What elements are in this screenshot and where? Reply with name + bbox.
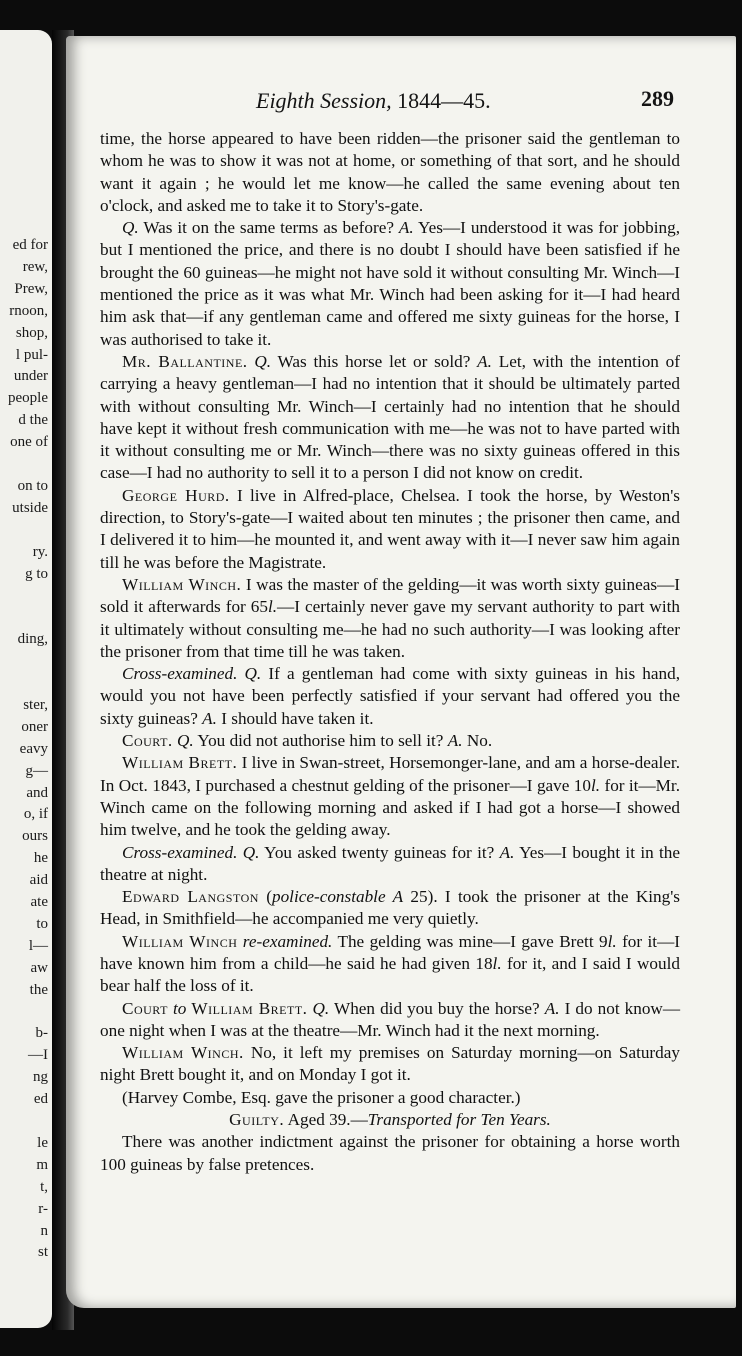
text-run: 25). I took the prisoner at the King's Head, in Smithfield—he accompanied me very quietly. [100, 887, 680, 929]
text-run: You asked twenty guineas for it? [259, 842, 500, 862]
paragraph [100, 730, 680, 752]
text-run: (Harvey Combe, Esq. gave the prisoner a good character.) [122, 1087, 521, 1107]
paragraph [100, 128, 680, 217]
facing-page-fragment-line: ster, [23, 696, 48, 713]
paragraph [100, 931, 680, 998]
text-run: Yes—I understood it was for jobbing, but I mentioned the price, and there is no doubt I should have been satisfied if he brought the 60 guineas—he might not have sold it without consulting Mr. Winch—I mentioned the price as it was what Mr. Winch had been asking for it—I had heard him ask that—if any gentleman came and offered me sixty guineas for the horse, I was authorised to take it. [100, 218, 680, 349]
italic-text: A. [499, 842, 515, 862]
italic-text: Q. [312, 998, 330, 1018]
facing-page-fragment-line: —I [28, 1047, 48, 1064]
italic-text: Cross-examined. [122, 842, 238, 862]
facing-page-fragment-line: b- [35, 1025, 48, 1042]
speaker-name: William Brett. [191, 998, 308, 1018]
text-run: I live in Alfred-place, Chelsea. I took the horse, by Weston's direction, to Story's-gate—I waited about ten minutes ; the prisoner then came, and I delivered it to him—he mounted it, and went away with it—I never saw him again till he was before the Magistrate. [100, 485, 680, 572]
facing-page-fragment-line: le [37, 1134, 48, 1151]
session-title: Eighth Session, [256, 88, 392, 113]
italic-text: Q. [122, 218, 139, 238]
speaker-name: Court. [122, 731, 173, 751]
facing-page-fragment-line: st [37, 1244, 48, 1261]
facing-page-fragment-line: aid [29, 872, 48, 889]
facing-page-fragment-line: on to [17, 477, 48, 494]
session-years: 1844—45. [397, 88, 491, 113]
facing-page-fragment-line: ding, [17, 631, 48, 648]
italic-text: A. [202, 708, 217, 728]
paragraph [100, 752, 680, 841]
paragraph [100, 485, 680, 574]
text-run: Was this horse let or sold? [271, 351, 478, 371]
paragraph [100, 886, 680, 931]
paragraph [100, 217, 680, 351]
text-run [237, 664, 244, 683]
text-run: time, the horse appeared to have been ridden—the prisoner said the gentleman to whom he was to show it was not at home, or something of that sort, and he should want it again ; he would let me know—he called the same evening about ten o'clock, and asked me to take it to Story's-gate. [100, 129, 680, 215]
text-run: No. [462, 731, 493, 751]
speaker-name: Guilty. [229, 1110, 285, 1130]
text-run: ( [258, 887, 272, 907]
document-page [66, 36, 736, 1308]
facing-page-fragment-line: aw [30, 959, 48, 976]
paragraph [100, 574, 680, 663]
speaker-name: William Winch. [122, 1043, 244, 1063]
facing-page-fragment [0, 30, 52, 1328]
speaker-name: George Hurd. [122, 485, 230, 505]
facing-page-fragment-line: one of [10, 434, 48, 451]
italic-text: Q. [254, 351, 272, 371]
facing-page-fragment-line: l— [28, 937, 48, 954]
facing-page-fragment-line: o, if [23, 806, 48, 823]
speaker-name: William Winch. [122, 574, 242, 594]
facing-page-fragment-line: d the [18, 412, 48, 429]
facing-page-fragment-line: under [13, 368, 48, 385]
text-run: Let, with the intention of carrying a heavy gentleman—I had no intention that it should be ultimately parted with without consulting Mr. Winch—I certainly had no intention that he should have kept it without fresh communication with me—he was not to have parted with it without consulting me or Mr. Winch—there was no sixty guineas offered in this case—I had no authority to sell it to a person I did not know on credit. [100, 351, 680, 483]
facing-page-fragment-line: r- [38, 1200, 48, 1217]
facing-page-fragment-line: he [33, 850, 48, 867]
paragraph [100, 351, 680, 485]
facing-page-fragment-line: rnoon, [9, 302, 48, 319]
italic-text: police-constable A [271, 887, 404, 907]
text-run: If a gentleman had come with sixty guineas in his hand, would you not have been perfectly satisfied if your servant had offered you the sixty guineas? [100, 664, 680, 728]
facing-page-fragment-line: and [26, 784, 48, 801]
text-run: I should have taken it. [216, 708, 374, 728]
facing-page-fragment-line: m [36, 1156, 48, 1173]
paragraph [100, 1087, 680, 1109]
text-run: for it, and I said I would bear half the loss of it. [100, 953, 680, 996]
facing-page-fragment-line: ed for [12, 237, 48, 253]
facing-page-fragment-line: utside [12, 499, 48, 516]
facing-page-fragment-line: shop, [15, 324, 48, 341]
paragraph [100, 1042, 680, 1087]
italic-text: re-examined. [242, 931, 333, 951]
italic-text: A. [447, 731, 463, 751]
facing-page-fragment-line: the [29, 981, 48, 998]
speaker-name: Mr. Ballantine. [122, 351, 248, 371]
page-number: 289 [641, 86, 674, 111]
facing-page-fragment-line: g to [25, 565, 48, 582]
facing-page-fragment-line: ry. [32, 543, 48, 560]
facing-page-fragment-line: Prew, [14, 280, 48, 297]
text-run: I do not know—one night when I was at the theatre—Mr. Winch had it the next morning. [100, 998, 681, 1040]
speaker-name: William Winch [122, 931, 238, 951]
facing-page-fragment-line: people [8, 390, 48, 407]
body-text [100, 128, 680, 1176]
facing-page-fragment-line: t, [40, 1178, 48, 1195]
italic-text: Q. [242, 842, 260, 862]
facing-page-fragment-line: eavy [19, 740, 48, 757]
italic-text: Q. [244, 664, 262, 684]
italic-text: Transported for Ten Years. [367, 1110, 551, 1130]
speaker-name: William Brett. [122, 753, 238, 773]
italic-text: l. [267, 597, 278, 617]
facing-page-fragment-line: l pul- [15, 346, 48, 363]
paragraph [100, 998, 680, 1043]
text-run: Aged 39.— [284, 1110, 368, 1130]
speaker-name: Court [122, 998, 168, 1018]
facing-page-fragment-line: rew, [22, 258, 48, 275]
italic-text: Q. [177, 731, 194, 751]
speaker-name: Edward Langston [122, 887, 259, 907]
italic-text: Cross-examined. [122, 664, 238, 684]
facing-page-fragment-line: ng [33, 1069, 48, 1086]
text-run: There was another indictment against the prisoner for obtaining a horse worth 100 guineas by false pretences. [100, 1132, 680, 1174]
text-run: for it—I have known him from a child—he said he had given 18 [100, 931, 680, 973]
italic-text: A. [544, 998, 560, 1018]
italic-text: A. [398, 218, 414, 238]
facing-page-fragment-line: ours [22, 828, 48, 845]
facing-page-fragment-line: g— [25, 762, 48, 779]
italic-text: l. [492, 953, 502, 973]
text-run: No, it left my premises on Saturday morning—on Saturday night Brett bought it, and on Monday I got it. [100, 1043, 680, 1085]
text-run: —I certainly never gave my servant authority to part with it ultimately without consulting me—he had no such authority—I was looking after the prisoner from that time till he was taken. [100, 597, 680, 661]
facing-page-fragment-line: ate [30, 894, 48, 910]
text-run: Was it on the same terms as before? [138, 218, 399, 238]
facing-page-fragment-line: n [40, 1222, 48, 1239]
paragraph [100, 842, 680, 887]
facing-page-fragment-line: ed [33, 1091, 48, 1108]
italic-text: l. [590, 775, 601, 795]
running-head [256, 88, 491, 114]
paragraph [100, 663, 680, 730]
text-run: I was the master of the gelding—it was worth sixty guineas—I sold it afterwards for 65 [100, 574, 680, 617]
text-run: I live in Swan-street, Horsemonger-lane, and am a horse-dealer. In Oct. 1843, I purchased a chestnut gelding of the prisoner—I gave 10 [100, 753, 680, 795]
paragraph [100, 1131, 680, 1176]
text-run: You did not authorise him to sell it? [193, 731, 448, 751]
facing-page-fragment-line: oner [21, 718, 48, 735]
text-run: When did you buy the horse? [329, 998, 545, 1018]
text-run: The gelding was mine—I gave Brett 9 [332, 931, 608, 951]
text-run: for it—Mr. Winch came on the following morning and asked if I had got a horse—I showed him twelve, and he took the gelding away. [100, 775, 681, 840]
paragraph [100, 1109, 680, 1131]
facing-page-fragment-line: to [36, 915, 48, 932]
italic-text: l. [607, 931, 617, 951]
italic-text: to [172, 998, 187, 1018]
text-run: Yes—I bought it in the theatre at night. [100, 842, 681, 884]
italic-text: A. [477, 351, 492, 371]
